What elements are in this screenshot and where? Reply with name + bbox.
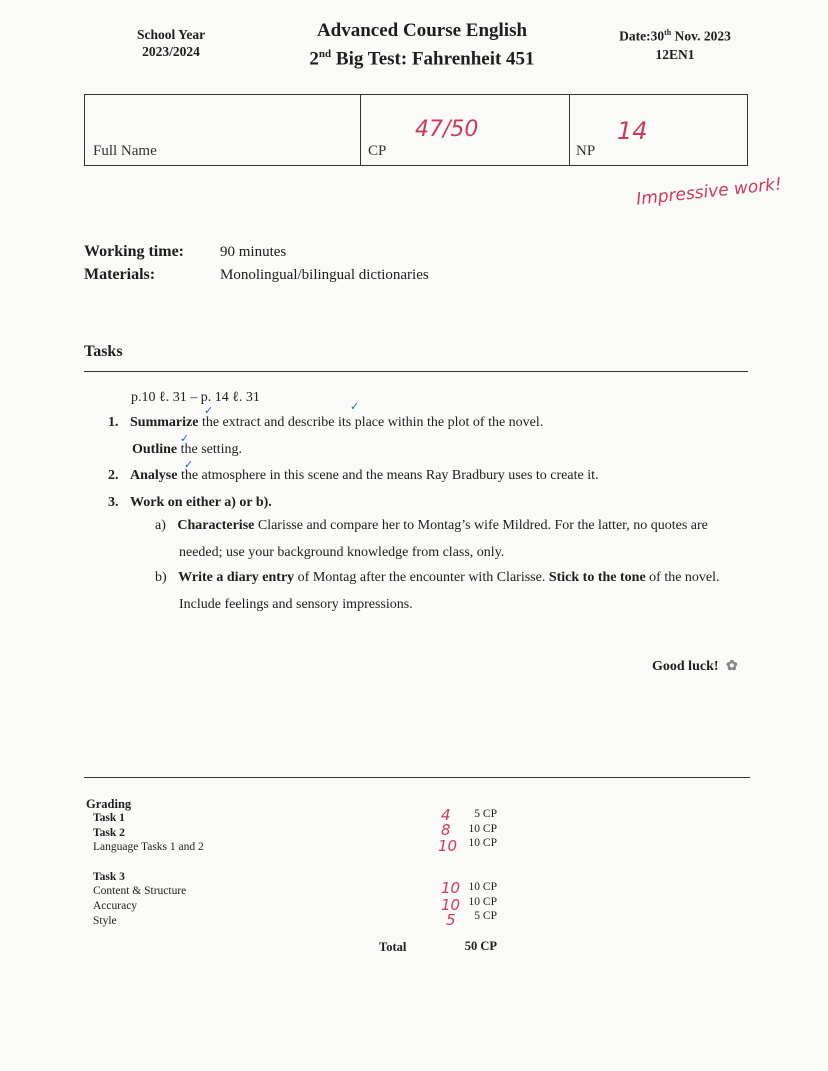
task2-label: Task 2 bbox=[93, 827, 125, 839]
content-label: Content & Structure bbox=[93, 885, 187, 897]
tasks-heading: Tasks bbox=[84, 343, 123, 360]
task-1: 1. Summarize the extract and describe its place within the plot of the novel. bbox=[108, 415, 544, 430]
class-code: 12EN1 bbox=[655, 46, 695, 62]
lang-label: Language Tasks 1 and 2 bbox=[93, 841, 204, 853]
accuracy-handwritten: 10 bbox=[441, 896, 461, 914]
np-score-handwritten: 14 bbox=[617, 117, 648, 145]
flower-icon: ✿ bbox=[726, 659, 738, 674]
task-3b-line2: Include feelings and sensory impressions. bbox=[179, 597, 413, 612]
task-1-outline: Outline the setting. bbox=[132, 442, 243, 457]
check-mark-icon: ✓ bbox=[204, 404, 214, 417]
style-handwritten: 5 bbox=[446, 911, 456, 929]
task-3a: a) Characterise Clarisse and compare her to Montag’s wife Mildred. For the latter, no quotes are bbox=[155, 518, 708, 533]
task1-label: Task 1 bbox=[93, 812, 125, 824]
task3-label: Task 3 bbox=[93, 871, 125, 883]
materials-label: Materials: bbox=[84, 266, 156, 283]
box-divider-1 bbox=[360, 95, 361, 165]
school-year-block bbox=[110, 26, 232, 60]
school-year-value: 2023/2024 bbox=[142, 44, 200, 59]
tasks-divider bbox=[84, 371, 748, 372]
total-label: Total bbox=[379, 940, 407, 954]
grading-divider bbox=[84, 777, 750, 778]
style-cp: 5 CP bbox=[474, 910, 497, 922]
school-year-label: School Year bbox=[136, 27, 206, 42]
cp-label: CP bbox=[368, 143, 387, 159]
materials-value: Monolingual/bilingual dictionaries bbox=[220, 267, 429, 283]
task1-handwritten: 4 bbox=[441, 806, 451, 824]
working-time-value: 90 minutes bbox=[220, 244, 287, 260]
task1-cp: 5 CP bbox=[474, 808, 497, 820]
test-title-block bbox=[270, 20, 574, 71]
grading-heading: Grading bbox=[86, 797, 132, 811]
total-cp: 50 CP bbox=[464, 939, 497, 953]
page-title: Advanced Course English bbox=[316, 20, 528, 41]
task2-cp: 10 CP bbox=[468, 823, 497, 835]
task2-handwritten: 8 bbox=[441, 821, 451, 839]
accuracy-cp: 10 CP bbox=[468, 896, 497, 908]
name-score-box bbox=[84, 94, 748, 166]
box-divider-2 bbox=[569, 95, 570, 165]
task-3: 3. Work on either a) or b). bbox=[108, 495, 272, 510]
np-label: NP bbox=[576, 143, 596, 159]
teacher-comment-handwritten: Impressive work! bbox=[635, 174, 783, 210]
content-handwritten: 10 bbox=[441, 879, 461, 897]
cp-score-handwritten: 47/50 bbox=[415, 117, 479, 142]
date-block bbox=[590, 24, 760, 64]
style-label: Style bbox=[93, 915, 117, 927]
content-cp: 10 CP bbox=[468, 881, 497, 893]
task-3a-line2: needed; use your background knowledge from class, only. bbox=[179, 545, 505, 560]
lang-cp: 10 CP bbox=[468, 837, 497, 849]
good-luck: Good luck! ✿ bbox=[652, 659, 738, 674]
lang-handwritten: 10 bbox=[438, 837, 458, 855]
working-time-label: Working time: bbox=[84, 243, 184, 260]
check-mark-icon: ✓ bbox=[184, 458, 194, 471]
page-reference: p.10 ℓ. 31 – p. 14 ℓ. 31 bbox=[131, 390, 260, 405]
full-name-label: Full Name bbox=[93, 143, 157, 159]
accuracy-label: Accuracy bbox=[93, 900, 138, 912]
test-subtitle: 2nd Big Test: Fahrenheit 451 bbox=[309, 48, 535, 70]
check-mark-icon: ✓ bbox=[180, 432, 190, 445]
task-3b: b) Write a diary entry of Montag after the encounter with Clarisse. Stick to the tone of the novel. bbox=[155, 570, 720, 585]
check-mark-icon: ✓ bbox=[350, 400, 360, 413]
test-date: Date:30th Nov. 2023 bbox=[619, 28, 731, 44]
task-2: 2. Analyse the atmosphere in this scene and the means Ray Bradbury uses to create it. bbox=[108, 468, 599, 483]
